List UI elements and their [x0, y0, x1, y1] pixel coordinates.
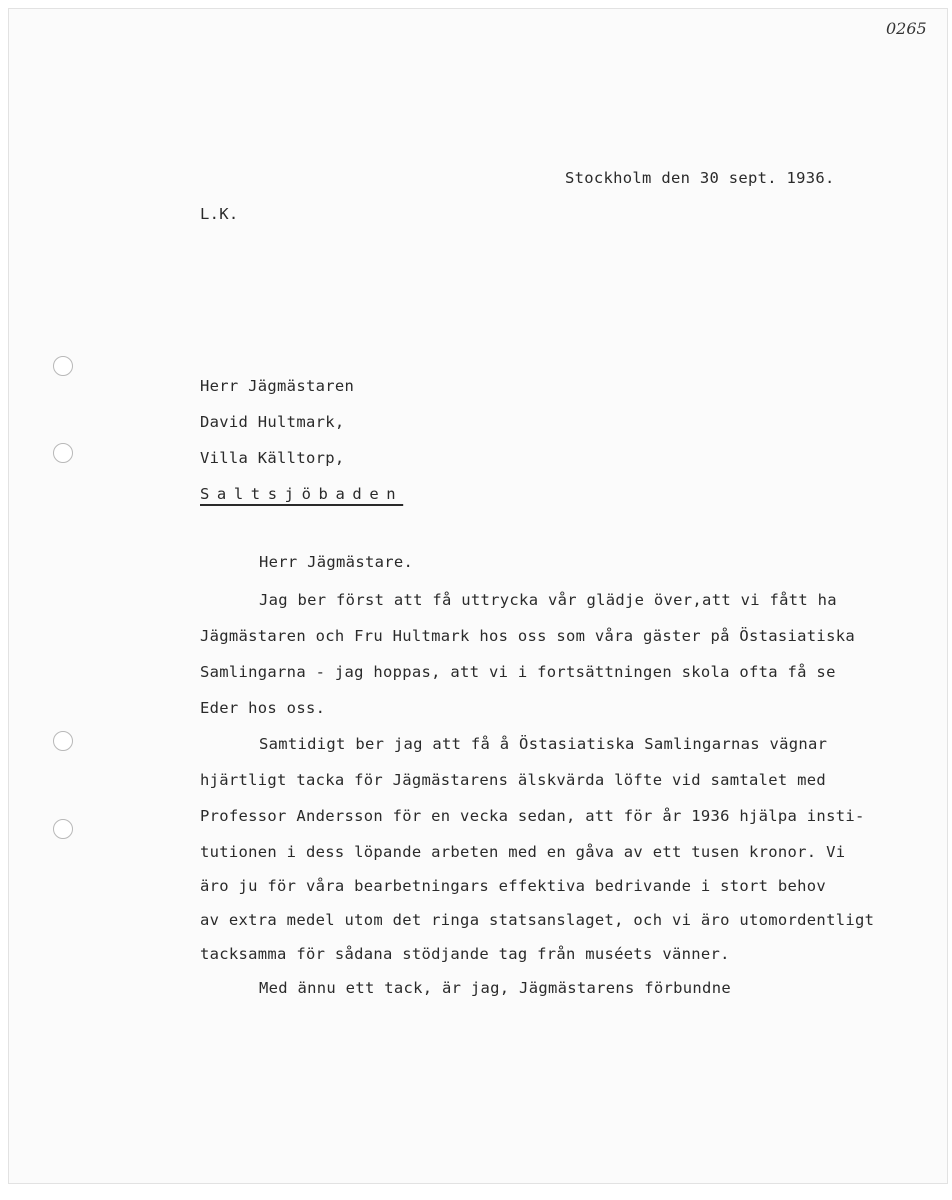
punch-hole — [53, 819, 73, 839]
letter-page — [8, 8, 948, 1184]
recipient-city: Saltsjöbaden — [200, 485, 404, 503]
punch-hole — [53, 443, 73, 463]
recipient-title: Herr Jägmästaren — [200, 377, 355, 395]
punch-hole — [53, 731, 73, 751]
recipient-name: David Hultmark, — [200, 413, 345, 431]
body-line: Samlingarna - jag hoppas, att vi i fortsättningen skola ofta få se — [200, 663, 836, 681]
archive-number: 0265 — [886, 19, 927, 38]
body-line: Professor Andersson för en vecka sedan, att för år 1936 hjälpa insti- — [200, 807, 865, 825]
body-line: tacksamma för sådana stödjande tag från muséets vänner. — [200, 945, 730, 963]
body-line: Eder hos oss. — [200, 699, 326, 717]
body-line: hjärtligt tacka för Jägmästarens älskvärda löfte vid samtalet med — [200, 771, 827, 789]
salutation: Herr Jägmästare. — [259, 553, 414, 571]
body-line: tutionen i dess löpande arbeten med en gåva av ett tusen kronor. Vi — [200, 843, 846, 861]
body-line: Jägmästaren och Fru Hultmark hos oss som våra gäster på Östasiatiska — [200, 627, 855, 645]
body-line: Samtidigt ber jag att få å Östasiatiska Samlingarnas vägnar — [259, 735, 828, 753]
date-line: Stockholm den 30 sept. 1936. — [565, 169, 835, 187]
punch-hole — [53, 356, 73, 376]
reference-initials: L.K. — [200, 205, 239, 223]
body-line: äro ju för våra bearbetningars effektiva bedrivande i stort behov — [200, 877, 827, 895]
body-line: Jag ber först att få uttrycka vår glädje över,att vi fått ha — [259, 591, 837, 609]
body-line: av extra medel utom det ringa statsanslaget, och vi äro utomordentligt — [200, 911, 875, 929]
closing-line: Med ännu ett tack, är jag, Jägmästarens förbundne — [259, 979, 731, 997]
recipient-street: Villa Källtorp, — [200, 449, 345, 467]
